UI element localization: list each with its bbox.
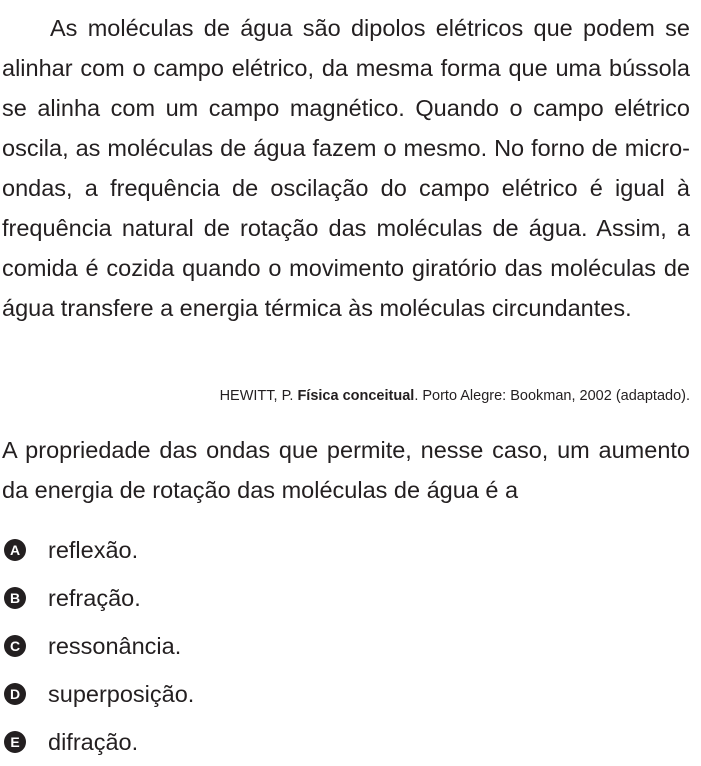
option-b-text: refração. xyxy=(48,585,141,611)
citation-title: Física conceitual xyxy=(297,388,415,404)
option-a[interactable] xyxy=(4,526,194,574)
answer-options xyxy=(4,526,194,766)
source-citation xyxy=(220,386,690,406)
option-c[interactable] xyxy=(4,622,194,670)
option-e-letter-badge: E xyxy=(4,731,26,753)
option-a-letter-badge: A xyxy=(4,539,26,561)
citation-author: HEWITT, P. xyxy=(219,388,298,404)
option-d[interactable] xyxy=(4,670,194,718)
option-b-letter-badge: B xyxy=(4,587,26,609)
option-d-letter-badge: D xyxy=(4,683,26,705)
option-a-text: reflexão. xyxy=(48,537,139,563)
option-d-text: superposição. xyxy=(48,681,195,707)
option-e[interactable] xyxy=(4,718,194,766)
option-e-text: difração. xyxy=(48,729,139,755)
option-b[interactable] xyxy=(4,574,194,622)
question-stem: A propriedade das ondas que permite, nesse caso, um aumento da energia de rotação das moléculas de água é a xyxy=(2,437,690,503)
citation-details: . Porto Alegre: Bookman, 2002 (adaptado). xyxy=(414,388,690,404)
passage-text: As moléculas de água são dipolos elétricos que podem se alinhar com o campo elétrico, da mesma forma que uma bússola se alinha com um campo magnético. Quando o campo elétrico oscila, as moléculas de água fazem o mesmo. No forno de micro-ondas, a frequência de oscilação do campo elétrico é igual à frequência natural de rotação das moléculas de água. Assim, a comida é cozida quando o movimento giratório das moléculas de água transfere a energia térmica às moléculas circundantes. xyxy=(2,15,690,321)
option-c-text: ressonância. xyxy=(48,633,182,659)
option-c-letter-badge: C xyxy=(4,635,26,657)
